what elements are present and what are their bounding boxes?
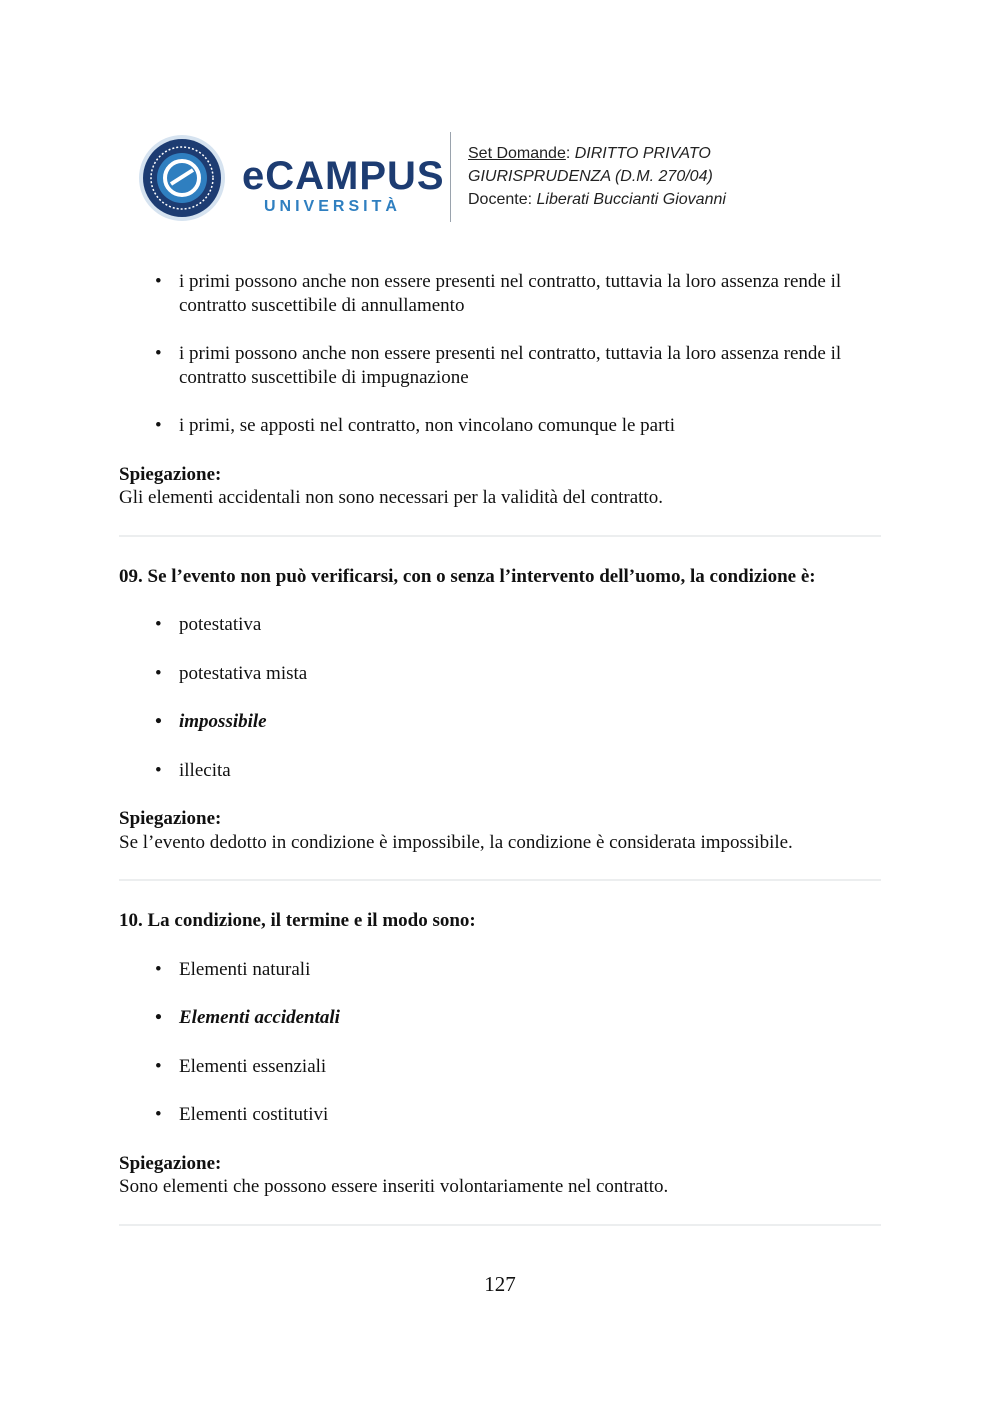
page-content [119,270,881,1254]
list-item: • Elementi naturali [119,958,881,982]
docente-label: Docente [468,191,528,208]
ecampus-seal-icon [138,134,226,222]
spiegazione-text: Se l’evento dedotto in condizione è impossibile, la condizione è considerata impossibile. [119,831,793,853]
prev-options [119,270,881,438]
set-label: Set Domande [468,145,566,162]
q09-options [119,613,881,782]
course-line: GIURISPRUDENZA (D.M. 270/04) [468,168,713,185]
spiegazione-text: Gli elementi accidentali non sono necessari per la validità del contratto. [119,487,663,508]
spiegazione-label: Spiegazione: [119,463,222,485]
brand-wordmark: eCAMPUS [242,154,445,198]
list-item: • i primi, se apposti nel contratto, non vincolano comunque le parti [119,414,881,438]
question-09: 09. Se l’evento non può verificarsi, con o senza l’intervento dell’uomo, la condizione è: [119,565,816,587]
list-item: • potestativa mista [119,662,881,686]
separator [119,1224,881,1226]
page-header [138,132,878,224]
correct-answer: • impossibile [119,710,881,734]
q10-options [119,958,881,1127]
spiegazione-text: Sono elementi che possono essere inseriti volontariamente nel contratto. [119,1176,669,1197]
docente-value: Liberati Buccianti Giovanni [536,191,726,208]
list-item: • illecita [119,759,881,783]
list-item: • i primi possono anche non essere presenti nel contratto, tuttavia la loro assenza rende il contratto suscettibile di annullamento [119,270,881,317]
list-item: • Elementi costitutivi [119,1103,881,1127]
header-info: Set Domande: DIRITTO PRIVATO GIURISPRUDENZA (D.M. 270/04) Docente: Liberati Buccianti Giovanni [468,145,726,208]
question-10: 10. La condizione, il termine e il modo sono: [119,910,476,931]
spiegazione-label: Spiegazione: [119,1152,222,1174]
list-item: • Elementi essenziali [119,1055,881,1079]
page-number: 127 [484,1272,516,1296]
set-value: DIRITTO PRIVATO [574,145,711,162]
spiegazione-label: Spiegazione: [119,808,222,829]
header-divider [450,132,451,222]
list-item: • potestativa [119,613,881,637]
brand-universita: UNIVERSITÀ [264,198,401,215]
separator [119,879,881,881]
correct-answer: • Elementi accidentali [119,1006,881,1030]
separator [119,535,881,537]
list-item: • i primi possono anche non essere presenti nel contratto, tuttavia la loro assenza rende il contratto suscettibile di impugnazione [119,342,881,389]
